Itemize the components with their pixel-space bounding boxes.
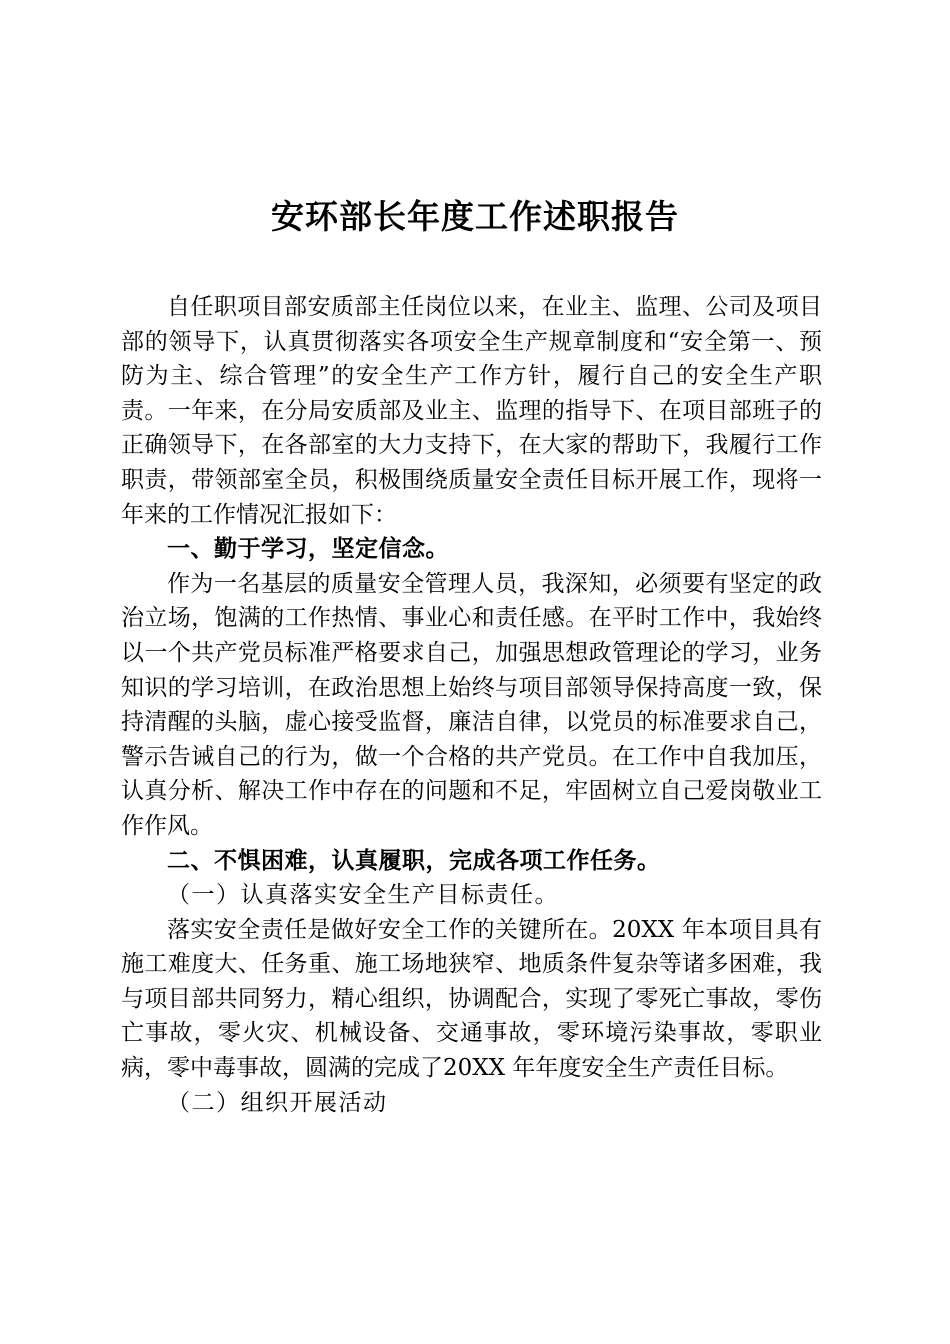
section-1-paragraph: 作为一名基层的质量安全管理人员，我深知，必须要有坚定的政治立场，饱满的工作热情、事业心和责任感。在平时工作中，我始终以一个共产党员标准严格要求自己，加强思想政管理论的学习，业务知识的学习培训，在政治思想上始终与项目部领导保持高度一致，保持清醒的头脑，虚心接受监督，廉洁自律，以党员的标准要求自己，警示告诫自己的行为，做一个合格的共产党员。在工作中自我加压，认真分析、解决工作中存在的问题和不足，牢固树立自己爱岗敬业工作作风。: [121, 570, 822, 839]
section-heading-1: 一、勤于学习，坚定信念。: [167, 536, 449, 563]
intro-paragraph: 自任职项目部安质部主任岗位以来，在业主、监理、公司及项目部的领导下，认真贯彻落实各项安全生产规章制度和“安全第一、预防为主、综合管理”的安全生产工作方针，履行自己的安全生产职责。一年来，在分局安质部及业主、监理的指导下、在项目部班子的正确领导下，在各部室的大力支持下，在大家的帮助下，我履行工作职责，带领部室全员，积极围绕质量安全责任目标开展工作，现将一年来的工作情况汇报如下：: [121, 294, 822, 528]
document-title: 安环部长年度工作述职报告: [271, 197, 679, 236]
subsection-1-paragraph: 落实安全责任是做好安全工作的关键所在。20XX 年本项目具有施工难度大、任务重、施工场地狭窄、地质条件复杂等诸多困难，我与项目部共同努力，精心组织，协调配合，实现了零死亡事故，零伤亡事故，零火灾、机械设备、交通事故，零环境污染事故，零职业病，零中毒事故，圆满的完成了20XX 年年度安全生产责任目标。: [121, 916, 822, 1082]
subsection-heading-1: （一）认真落实安全生产目标责任。: [167, 882, 559, 909]
subsection-heading-2: （二）组织开展活动: [167, 1089, 388, 1116]
document-body: [121, 290, 822, 1120]
section-heading-2: 二、不惧困难，认真履职，完成各项工作任务。: [167, 847, 661, 874]
